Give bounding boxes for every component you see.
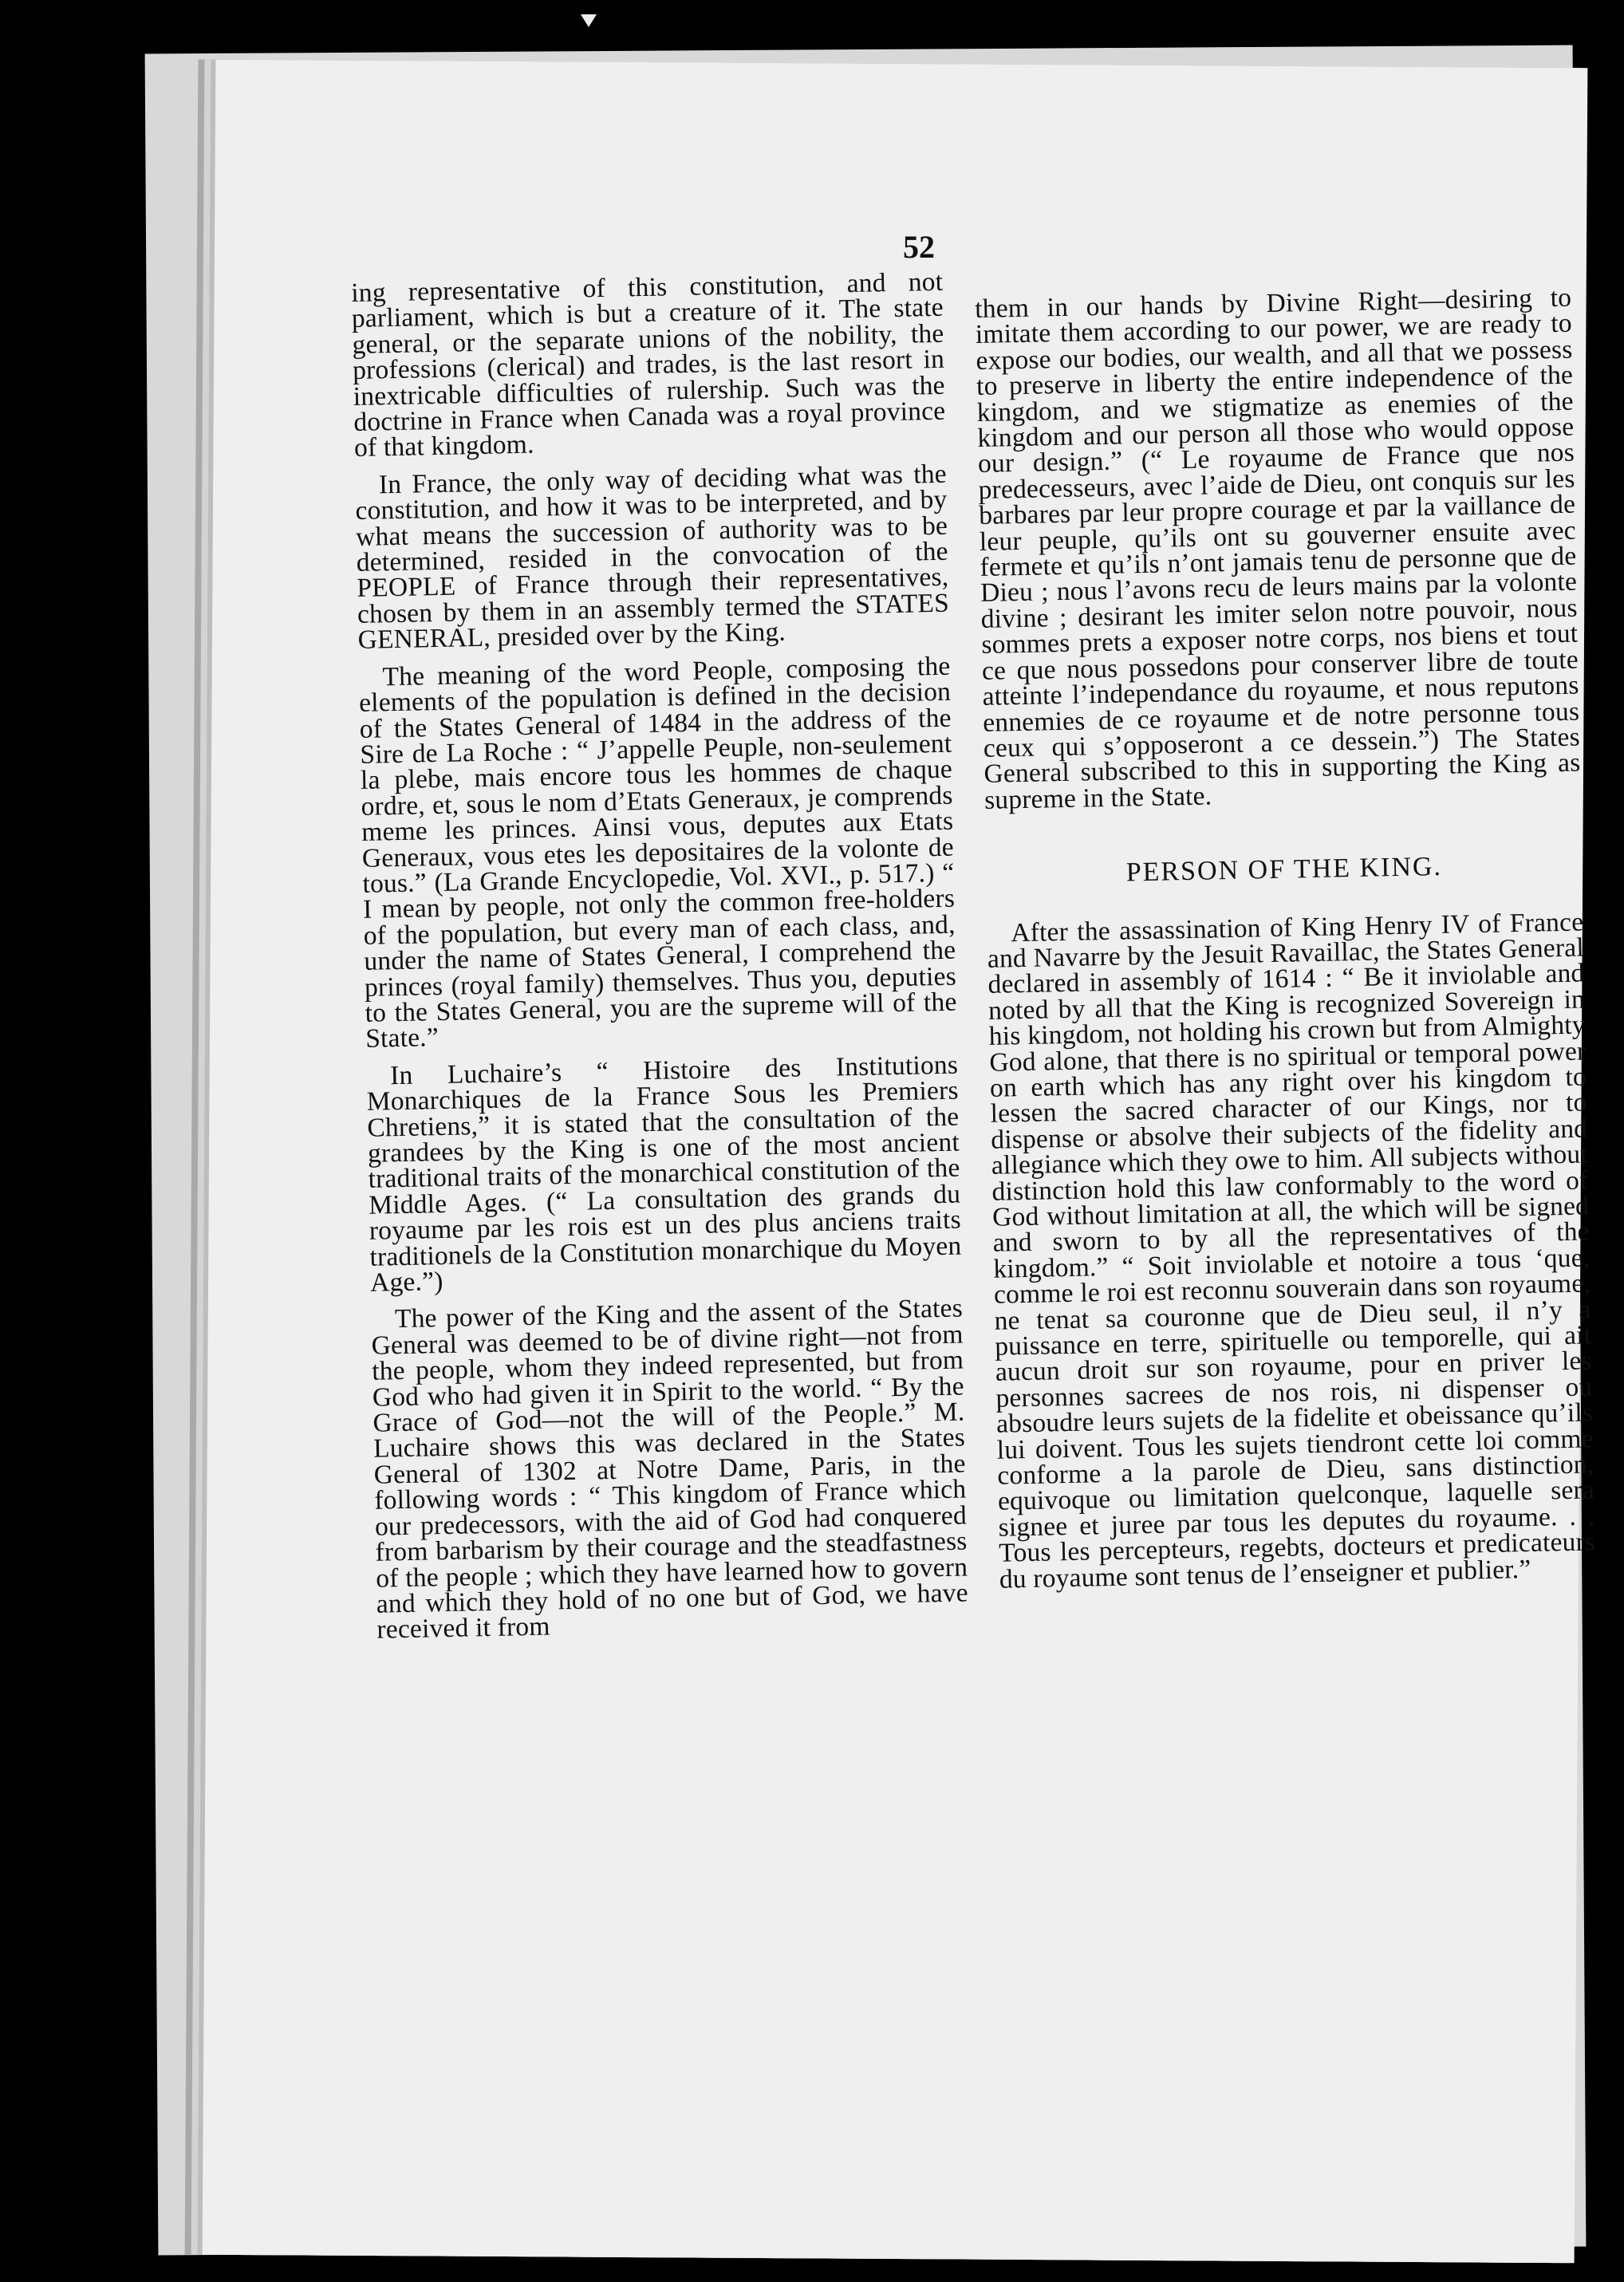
right-text-column: [974, 282, 1596, 1604]
paragraph: In Luchaire’s “ Histoire des Institutions Monarchiques de la France Sous les Premiers Chretiens,” it is stated that the consultation of the grandees by the King is one of the most ancient traditional traits of the monarchical constitution of the Middle Ages. (“ La consultation des grands du royaume par les rois est un des plus anciens traits traditionels de la Constitution monarchique du Moyen Age.”): [366, 1050, 962, 1298]
section-heading: PERSON OF THE KING.: [1125, 852, 1443, 888]
paragraph: ing representative of this constitution, and not parliament, which is but a creature of it. The state general, or the separate unions of the nobility, the professions (clerical) and trades, is the last resort in inextricable difficulties of rulership. Such was the doctrine in France when Canada was a royal province of that kingdom.: [350, 266, 946, 463]
paragraph: them in our hands by Divine Right—desiring to imitate them according to our power, we are ready to expose our bodies, our wealth, and all that we possess to preserve in liberty the entire independence of the kingdom, and we stigmatize as enemies of the kingdom and our person all those who would oppose our design.” (“ Le royaume de France que nos predecesseurs, avec l’aide de Dieu, ont conquis sur les barbares par leur propre courage et par la vaillance de leur peuple, qu’ils ont su gouverner ensuite avec fermete et qu’ils n’ont jamais tenu de personne que de Dieu ; nous l’avons recu de leurs mains par la volonte divine ; desirant les imiter selon notre pouvoir, nous sommes prets a exposer notre corps, nos biens et tout ce que nous possedons pour conserver libre de toute atteinte l’independance du royaume, et nous reputons ennemies de ce royaume et de notre personne tous ceux qui s’opposeront a ce dessein.”) The States General subscribed to this in supporting the King as supreme in the State.: [974, 282, 1581, 815]
page-number: 52: [903, 229, 935, 265]
paragraph: The meaning of the word People, composing the elements of the population is defined in the decision of the States General of 1484 in the address of the Sire de La Roche : “ J’appelle Peuple, non-seulement la plebe, mais encore tous les hommes de chaque ordre, et, sous le nom d’Etats Generaux, je comprends meme les princes. Ainsi vous, deputes aux Etats Generaux, vous etes les depositaires de la volonte de tous.” (La Grande Encyclopedie, Vol. XVI., p. 517.) “ I mean by people, not only the common free-holders of the population, but every man of each class, and, under the name of States General, I comprehend the princes (royal family) themselves. Thus you, deputies to the States General, you are the supreme will of the State.”: [358, 651, 957, 1054]
left-text-column: [350, 266, 969, 1655]
paragraph: The power of the King and the assent of the States General was deemed to be of divine right—not from the people, whom they indeed represented, but from God who had given it in Spirit to the world. “ By the Grace of God—not the will of the People.” M. Luchaire shows this was declared in the States General of 1302 at Notre Dame, Paris, in the following words : “ This kingdom of France which our predecessors, with the aid of God had conquered from barbarism by their courage and the steadfastness of the people ; which they have learned how to govern and which they hold of no one but of God, we have received it from: [371, 1293, 969, 1645]
paragraph: After the assassination of King Henry IV of France and Navarre by the Jesuit Ravaillac, the States General declared in assembly of 1614 : “ Be it inviolable and noted by all that the King is recognized Sovereign in his kingdom, not holding his crown but from Almighty God alone, that there is no spiritual or temporal power on earth which has any right over his kingdom to lessen the sacred character of our Kings, nor to dispense or absolve their subjects of the fidelity and allegiance which they owe to him. All subjects without distinction hold this law conformably to the word of God without limitation at all, the which will be signed and sworn to by all the representatives of the kingdom.” “ Soit inviolable et notoire a tous ‘que, comme le roi est reconnu souverain dans son royaume, ne tenat sa couronne que de Dieu seul, il n’y a puissance en terre, spirituelle ou temporelle, qui ait aucun droit sur son royaume, pour en priver les personnes sacrees de nos rois, ni dispenser ou absoudre leurs sujets de la fidelite et obeissance qu’ils lui doivent. Tous les sujets tiendront cette loi comme conforme a la parole de Dieu, sans distinction, equivoque ou limitation quelconque, laquelle sera signee et juree par tous les deputes du royaume. . . Tous les percepteurs, regebts, docteurs et predicateurs du royaume sont tenus de l’enseigner et publier.”: [987, 907, 1596, 1594]
scan-edge-mark: [581, 14, 597, 27]
paragraph: In France, the only way of deciding what was the constitution, and how it was to be interpreted, and by what means the succession of authority was to be determined, resided in the convocation of the PEOPLE of France through their representatives, chosen by them in an assembly termed the STATES GENERAL, presided over by the King.: [355, 459, 950, 656]
